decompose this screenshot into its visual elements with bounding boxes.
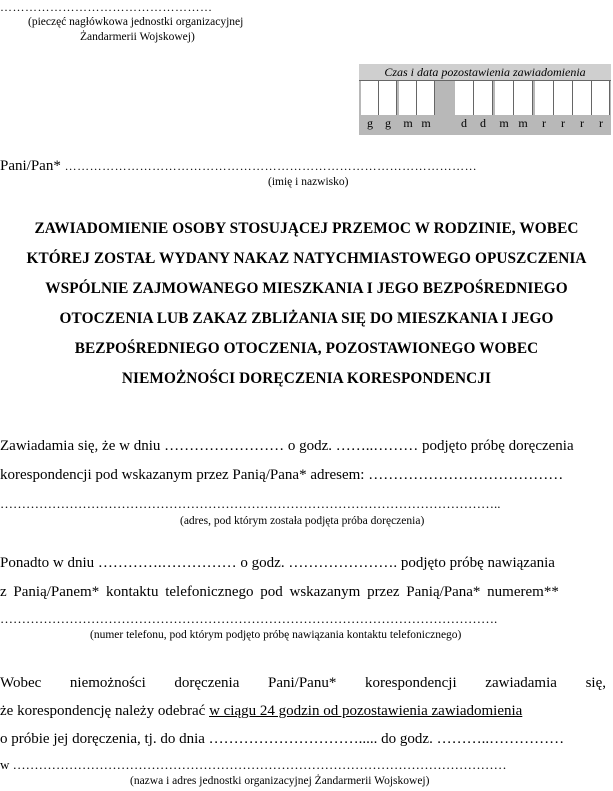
para1-caption: (adres, pod którym została podjęta próba doręczenia)	[180, 515, 425, 527]
recipient-caption: (imię i nazwisko)	[268, 176, 349, 188]
recipient-name-field[interactable]: ………………………………………………………………………………………	[64, 159, 478, 173]
recipient-line	[0, 158, 477, 175]
date-label: r	[542, 116, 546, 130]
date-label: m	[499, 116, 509, 130]
date-label: m	[421, 116, 431, 130]
recipient-label: Pani/Pan*	[0, 158, 61, 174]
para1-address-field[interactable]: ……………………………………………………………………………………………………..	[0, 496, 501, 511]
date-cell[interactable]	[361, 81, 379, 115]
stamp-dots: ……………………………………………	[0, 0, 213, 14]
date-time-box	[359, 64, 611, 135]
para2-phone-field[interactable]: …………………………………………………………………………………………………….	[0, 611, 498, 626]
para1-line1[interactable]: Zawiadamia się, że w dniu …………………… o godz. ……..……… podjęto próbę doręczenia	[0, 438, 574, 454]
para3-caption: (nazwa i adres jednostki organizacyjnej Żandarmerii Wojskowej)	[130, 775, 430, 787]
date-cell[interactable]	[417, 81, 435, 115]
date-cell[interactable]	[535, 81, 554, 115]
title-line: OTOCZENIA LUB ZAKAZ ZBLIŻANIA SIĘ DO MIESZKANIA I JEGO	[59, 310, 554, 327]
date-cell[interactable]	[474, 81, 493, 115]
date-label: d	[461, 116, 467, 130]
title-line: KTÓREJ ZOSTAŁ WYDANY NAKAZ NATYCHMIASTOWEGO OPUSZCZENIA	[26, 250, 587, 267]
date-cell[interactable]	[514, 81, 533, 115]
date-cell[interactable]	[379, 81, 397, 115]
date-label: d	[480, 116, 486, 130]
date-cell[interactable]	[592, 81, 610, 115]
date-cell[interactable]	[573, 81, 592, 115]
title-line: NIEMOŻNOŚCI DORĘCZENIA KORESPONDENCJI	[121, 370, 492, 387]
stamp-caption-2: Żandarmerii Wojskowej)	[80, 31, 195, 43]
date-cell[interactable]	[554, 81, 573, 115]
date-label: m	[403, 116, 413, 130]
para2-line1[interactable]: Ponadto w dniu ………….…………… o godz. …………………. podjęto próbę nawiązania	[0, 555, 555, 571]
date-label: r	[561, 116, 565, 130]
date-label: g	[367, 116, 373, 130]
date-cell[interactable]	[455, 81, 474, 115]
title-line: BEZPOŚREDNIEGO OTOCZENIA, POZOSTAWIONEGO WOBEC	[74, 340, 539, 357]
para1-line2[interactable]: korespondencji pod wskazanym przez Panią/Pana* adresem: …………………………………	[0, 467, 564, 483]
date-cell[interactable]	[399, 81, 417, 115]
date-label: r	[599, 116, 603, 130]
para3-unit-field[interactable]: w ……………………………………………………………………………………………………	[0, 757, 507, 772]
para3-line2	[0, 703, 522, 720]
title-line: ZAWIADOMIENIE OSOBY STOSUJĄCEJ PRZEMOC W RODZINIE, WOBEC	[34, 220, 579, 237]
stamp-caption-1: (pieczęć nagłówkowa jednostki organizacyjnej	[28, 16, 244, 28]
para3-deadline-underlined: w ciągu 24 godzin od pozostawienia zawiadomienia	[209, 703, 523, 719]
document-title	[20, 214, 593, 394]
para2-line2: z Panią/Panem* kontaktu telefonicznego pod wskazanym przez Panią/Pana* numerem**	[0, 584, 559, 600]
date-box-title: Czas i data pozostawienia zawiadomienia	[359, 64, 611, 81]
para2-caption: (numer telefonu, pod którym podjęto próbę nawiązania kontaktu telefonicznego)	[90, 629, 462, 641]
date-label: g	[385, 116, 391, 130]
title-line: WSPÓLNIE ZAJMOWANEGO MIESZKANIA I JEGO BEZPOŚREDNIEGO	[45, 280, 568, 297]
date-cell[interactable]	[495, 81, 514, 115]
date-label: m	[518, 116, 528, 130]
para3-line3[interactable]: o próbie jej doręczenia, tj. do dnia …………………………..... do godz. ………..……………	[0, 731, 565, 747]
para3-line1: Wobec niemożności doręczenia Pani/Panu* korespondencji zawiadamia się,	[0, 675, 606, 691]
para3-line2-text: że korespondencję należy odebrać	[0, 703, 210, 719]
date-label: r	[580, 116, 584, 130]
